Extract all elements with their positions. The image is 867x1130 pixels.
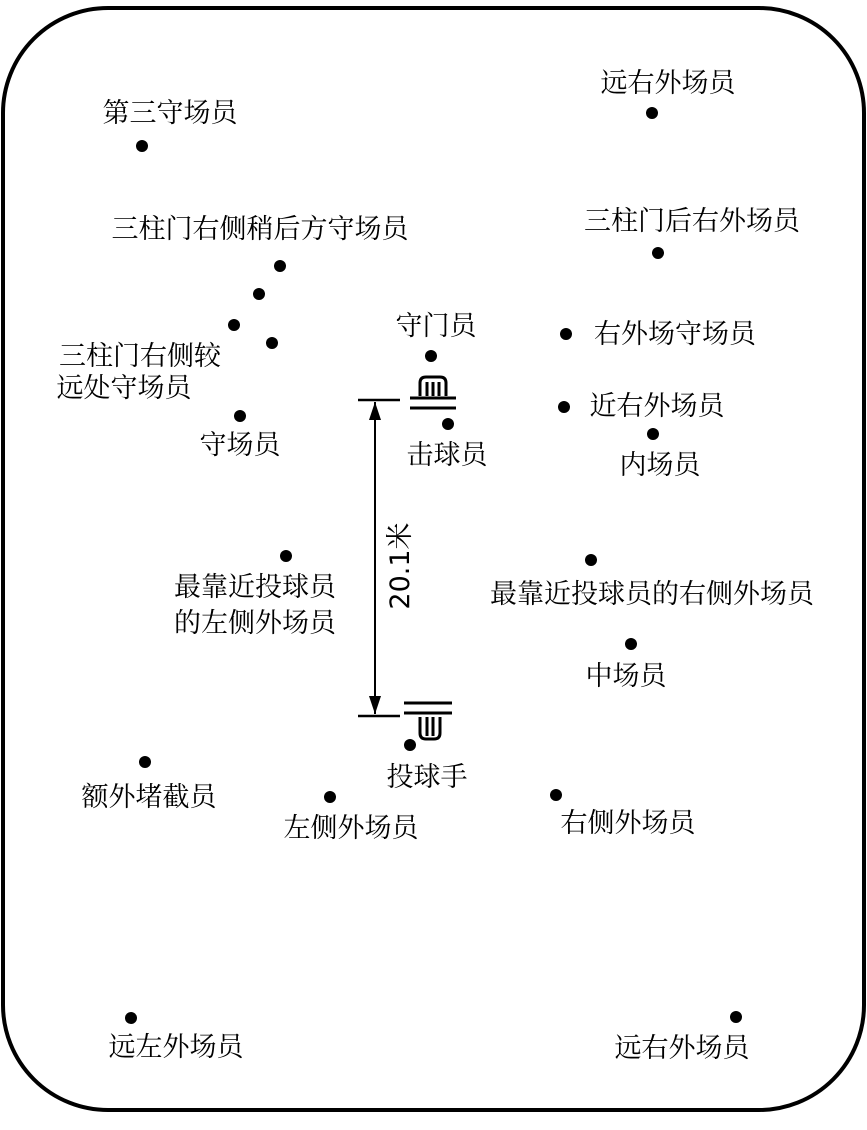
label-nearest-bowler-right: 最靠近投球员的右侧外场员 [490,579,814,610]
dot-wicketkeeper [425,350,437,362]
dot-fielder [234,410,246,422]
label-third-fielder: 第三守场员 [102,98,238,129]
arrow-head-down-icon [369,696,381,714]
dot-slip-4 [266,337,278,349]
dot-left-outfielder [324,791,336,803]
label-far-right-outfielder-top: 远右外场员 [600,68,736,99]
label-midfielder: 中场员 [585,661,667,692]
label-stumps-right-far-line2: 远处守场员 [56,373,192,404]
bottom-wicket-icon [404,703,452,739]
label-infielder: 内场员 [619,450,701,481]
label-behind-stumps-right-fielder: 三柱门右侧稍后方守场员 [111,214,409,245]
arrow-head-up-icon [369,402,381,420]
dot-midfielder [625,638,637,650]
dot-nearest-bowler-right [585,554,597,566]
label-bowler: 投球手 [386,762,468,793]
dot-slip-3 [228,319,240,331]
distance-label: 20.1米 [385,522,416,610]
label-behind-stumps-right-outfielder: 三柱门后右外场员 [584,206,800,237]
label-fielder: 守场员 [199,430,281,461]
dot-right-outfield-fielder [560,328,572,340]
label-wicketkeeper: 守门员 [395,311,477,342]
dot-extra-interceptor [139,756,151,768]
top-wicket-icon [410,377,456,408]
dot-near-right-outfielder [558,401,570,413]
dot-batsman [442,418,454,430]
label-far-right-outfielder-bottom: 远右外场员 [614,1033,750,1064]
label-nearest-bowler-left-line2: 的左侧外场员 [174,608,336,639]
label-left-outfielder: 左侧外场员 [283,813,419,844]
label-batsman: 击球员 [406,440,488,471]
dot-behind-stumps-right-outfielder [652,247,664,259]
dot-far-left-outfielder [125,1012,137,1024]
dot-far-right-outfielder-top [646,107,658,119]
dot-right-outfielder [550,789,562,801]
field-boundary [3,8,864,1110]
label-near-right-outfielder: 近右外场员 [589,391,725,422]
dot-slip-2 [253,288,265,300]
dot-third-fielder [136,140,148,152]
label-nearest-bowler-left-line1: 最靠近投球员 [174,572,336,603]
label-right-outfielder: 右侧外场员 [560,808,696,839]
dot-behind-stumps-right-fielder [274,260,286,272]
dot-infielder [647,428,659,440]
label-right-outfield-fielder: 右外场守场员 [594,319,756,350]
dot-far-right-outfielder-bottom [730,1011,742,1023]
dot-nearest-bowler-left [280,550,292,562]
label-far-left-outfielder: 远左外场员 [108,1032,244,1063]
label-extra-interceptor: 额外堵截员 [81,782,217,813]
dot-bowler [404,739,416,751]
label-stumps-right-far-line1: 三柱门右侧较 [59,341,221,372]
